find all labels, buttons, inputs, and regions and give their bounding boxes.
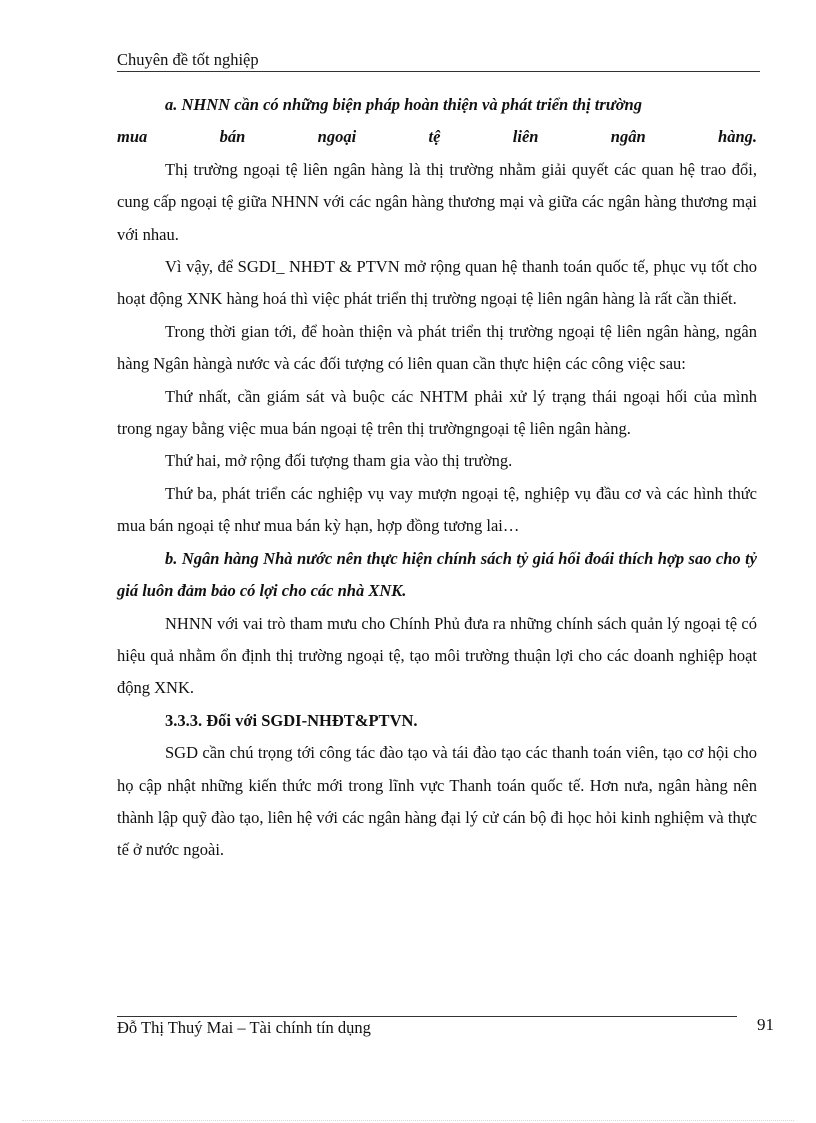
page-body: [117, 89, 757, 867]
paragraph: Thứ hai, mở rộng đối tượng tham gia vào thị trường.: [165, 451, 513, 471]
heading-a-line1: a. NHNN cần có những biện pháp hoàn thiện và phát triển thị trường: [165, 95, 642, 114]
page-number: 91: [757, 1015, 774, 1034]
heading-a-line2: mua bán ngoại tệ liên ngân hàng.: [117, 127, 757, 147]
paragraph: Thị trường ngoại tệ liên ngân hàng là thị trường nhằm giải quyết các quan hệ trao đổi, cung cấp ngoại tệ giữa NHNN với các ngân hàng thương mại và giữa các ngân hàng thương mại với nhau.: [117, 159, 757, 244]
heading-b: b. Ngân hàng Nhà nước nên thực hiện chính sách tỷ giá hối đoái thích hợp sao cho tỷ giá luôn đảm bảo có lợi cho các nhà XNK.: [117, 548, 757, 601]
page-header-title: Chuyên đề tốt nghiệp: [117, 50, 259, 69]
paragraph: Vì vậy, để SGDI_ NHĐT & PTVN mở rộng quan hệ thanh toán quốc tế, phục vụ tốt cho hoạt động XNK hàng hoá thì việc phát triển thị trường ngoại tệ liên ngân hàng là rất cần thiết.: [117, 257, 757, 309]
header-rule: [117, 71, 760, 72]
paragraph: SGD cần chú trọng tới công tác đào tạo và tái đào tạo các thanh toán viên, tạo cơ hội cho họ cập nhật những kiến thức mới trong lĩnh vực Thanh toán quốc tế. Hơn nưa, ngân hàng nên thành lập quỹ đào tạo, liên hệ với các ngân hàng đại lý cử cán bộ đi học hỏi kinh nghiệm và thực tế ở nước ngoài.: [117, 743, 757, 860]
paragraph: Trong thời gian tới, để hoàn thiện và phát triển thị trường ngoại tệ liên ngân hàng, ngân hàng Ngân hàngà nước và các đối tượng có liên quan cần thực hiện các công việc sau:: [117, 321, 757, 374]
paragraph: NHNN với vai trò tham mưu cho Chính Phủ đưa ra những chính sách quản lý ngoại tệ có hiệu quả nhằm ổn định thị trường ngoại tệ, tạo môi trường thuận lợi cho các doanh nghiệp hoạt động XNK.: [117, 613, 757, 698]
paragraph: Thứ nhất, cần giám sát và buộc các NHTM phải xử lý trạng thái ngoại hối của mình trong ngay bằng việc mua bán ngoại tệ trên thị trườngngoại tệ liên ngân hàng.: [117, 386, 757, 439]
footer-author: Đỗ Thị Thuý Mai – Tài chính tín dụng: [117, 1018, 371, 1037]
section-heading: 3.3.3. Đối với SGDI-NHĐT&PTVN.: [165, 710, 418, 730]
paragraph: Thứ ba, phát triển các nghiệp vụ vay mượn ngoại tệ, nghiệp vụ đầu cơ và các hình thức mua bán ngoại tệ như mua bán kỳ hạn, hợp đồng tương lai…: [117, 483, 757, 536]
footer-rule: [117, 1016, 737, 1017]
page-boundary-dots: [22, 1120, 794, 1121]
